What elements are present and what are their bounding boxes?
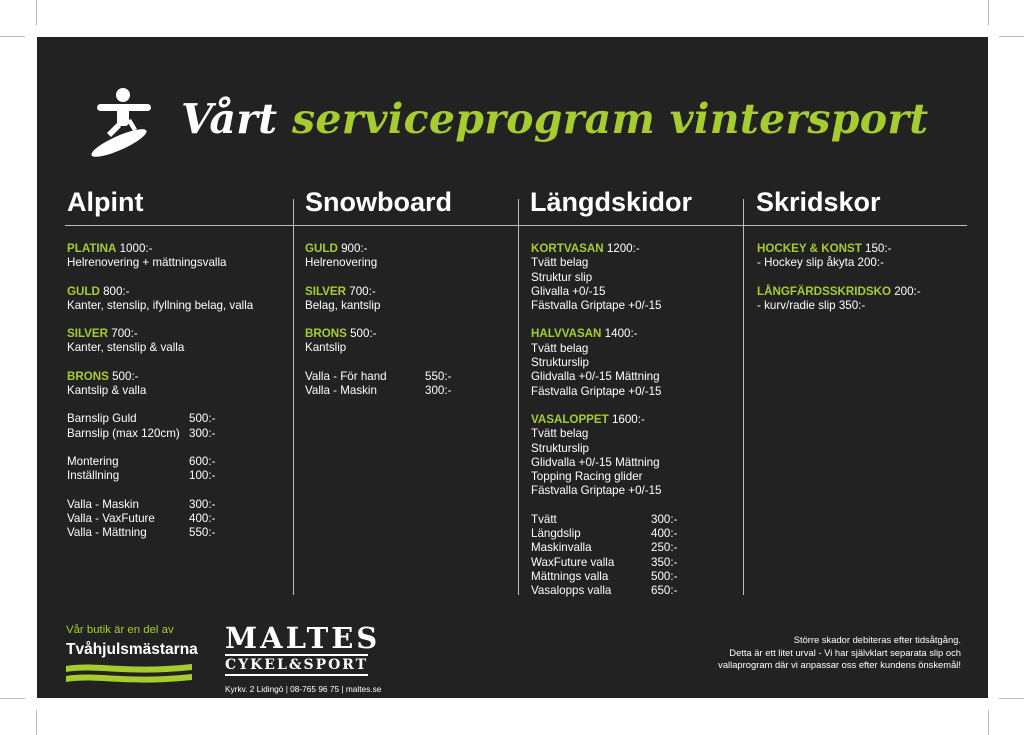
price-row <box>531 513 739 527</box>
partner-brand: Tvåhjulsmästarna <box>66 641 198 658</box>
package-price: 1000:- <box>119 242 153 255</box>
price-label: Inställning <box>67 469 120 483</box>
partner-waves-icon <box>66 662 192 684</box>
package-desc: Struktur slip <box>531 270 593 284</box>
package-name: SILVER <box>67 327 109 341</box>
package-header <box>531 327 739 341</box>
maltes-logo <box>225 623 405 694</box>
heading-snowboard: Snowboard <box>305 187 452 217</box>
package-desc: - Hockey slip åkyta 200:- <box>757 256 884 270</box>
snowboarder-icon <box>89 87 161 159</box>
package-price: 800:- <box>103 284 130 298</box>
package-name: SILVER <box>305 284 347 298</box>
price-list <box>531 513 739 599</box>
package-desc: Kantslip <box>305 341 347 355</box>
package-item <box>531 327 739 398</box>
price-label: Tvätt <box>531 512 557 526</box>
price-value: 500:- <box>189 412 216 426</box>
price-value: 600:- <box>189 454 216 468</box>
package-name: BRONS <box>305 327 347 341</box>
crop-mark <box>0 698 25 699</box>
package-header <box>531 242 739 256</box>
crop-mark <box>988 0 989 25</box>
heading-langdskidor: Längdskidor <box>530 187 693 217</box>
price-value: 300:- <box>189 497 216 511</box>
package-item <box>531 413 739 499</box>
package-desc: Glivalla +0/-15 <box>531 284 606 298</box>
price-value: 550:- <box>189 526 216 540</box>
price-label: Valla - Maskin <box>67 497 139 511</box>
title-part-green: serviceprogram vintersport <box>291 95 929 143</box>
price-label: Barnslip (max 120cm) <box>67 426 180 440</box>
price-label: Montering <box>67 454 119 468</box>
package-header <box>305 285 513 299</box>
package-name: VASALOPPET <box>531 412 609 426</box>
package-price: 500:- <box>350 327 377 341</box>
price-list <box>305 370 513 399</box>
heading-skridskor: Skridskor <box>756 187 881 217</box>
package-desc: Glidvalla +0/-15 Mättning <box>531 370 660 384</box>
package-desc: Kantslip & valla <box>67 384 147 398</box>
package-price: 200:- <box>894 284 921 298</box>
package-desc: Tvätt belag <box>531 427 589 441</box>
column-divider <box>743 199 744 595</box>
package-desc: Strukturslip <box>531 356 589 370</box>
package-item <box>757 242 977 271</box>
package-desc: Helrenovering + mättningsvalla <box>67 256 227 270</box>
package-item <box>67 370 287 399</box>
column-divider <box>518 199 519 595</box>
price-row <box>305 384 513 398</box>
price-label: Mättnings valla <box>531 569 609 583</box>
price-list <box>67 498 287 541</box>
partner-text: Vår butik är en del av <box>66 624 174 636</box>
package-price: 500:- <box>112 369 139 383</box>
package-price: 1600:- <box>611 412 645 426</box>
footer-notes <box>718 634 961 672</box>
column-alpint <box>67 242 287 554</box>
price-row <box>67 498 287 512</box>
package-desc: Tvätt belag <box>531 256 589 270</box>
package-header <box>757 285 977 299</box>
title-part-white: Vårt <box>181 95 278 143</box>
package-header <box>757 242 977 256</box>
package-header <box>67 285 287 299</box>
price-value: 250:- <box>651 541 678 555</box>
price-row <box>67 526 287 540</box>
crop-mark <box>988 710 989 735</box>
price-value: 400:- <box>651 527 678 541</box>
package-desc: Tvätt belag <box>531 341 589 355</box>
header-divider <box>65 225 967 226</box>
price-label: Valla - Maskin <box>305 384 377 398</box>
package-desc: Fästvalla Griptape +0/-15 <box>531 484 662 498</box>
package-desc: Fästvalla Griptape +0/-15 <box>531 384 662 398</box>
price-row <box>67 469 287 483</box>
price-row <box>67 512 287 526</box>
package-item <box>305 327 513 356</box>
crop-mark <box>999 698 1024 699</box>
package-header <box>67 370 287 384</box>
crop-mark <box>0 36 25 37</box>
price-label: Valla - Mättning <box>67 526 147 540</box>
price-row <box>531 570 739 584</box>
package-name: BRONS <box>67 369 109 383</box>
price-row <box>305 370 513 384</box>
package-item <box>305 285 513 314</box>
price-value: 300:- <box>651 512 678 526</box>
note-line: Större skador debiteras efter tidsåtgång. <box>793 634 961 645</box>
package-price: 1400:- <box>604 327 638 341</box>
package-header <box>305 242 513 256</box>
price-value: 550:- <box>425 369 452 383</box>
price-label: Valla - VaxFuture <box>67 511 155 525</box>
partner-block <box>66 624 198 659</box>
logo-sub-text: CYKEL&SPORT <box>225 654 368 676</box>
package-price: 900:- <box>341 242 368 255</box>
package-desc: Topping Racing glider <box>531 470 643 484</box>
package-name: GULD <box>305 242 338 255</box>
package-header <box>67 327 287 341</box>
price-row <box>531 584 739 598</box>
package-desc: Kanter, stenslip & valla <box>67 341 185 355</box>
page-title <box>181 95 929 143</box>
crop-mark <box>36 710 37 735</box>
logo-main-text: MALTES <box>225 621 381 655</box>
header <box>89 87 969 157</box>
price-row <box>67 412 287 426</box>
package-item <box>305 242 513 271</box>
price-value: 350:- <box>651 555 678 569</box>
package-desc: Glidvalla +0/-15 Mättning <box>531 455 660 469</box>
package-desc: Kanter, stenslip, ifyllning belag, valla <box>67 298 254 312</box>
package-name: KORTVASAN <box>531 242 604 255</box>
price-row <box>67 427 287 441</box>
price-label: Längdslip <box>531 527 581 541</box>
package-name: HOCKEY & KONST <box>757 242 862 255</box>
column-skridskor <box>757 242 977 327</box>
price-list <box>67 412 287 441</box>
column-divider <box>293 199 294 595</box>
package-desc: Strukturslip <box>531 441 589 455</box>
package-price: 150:- <box>865 242 892 255</box>
price-row <box>531 527 739 541</box>
package-item <box>67 242 287 271</box>
package-desc: - kurv/radie slip 350:- <box>757 298 866 312</box>
price-value: 400:- <box>189 511 216 525</box>
crop-mark <box>999 36 1024 37</box>
package-header <box>531 413 739 427</box>
package-desc: Helrenovering <box>305 256 378 270</box>
price-value: 100:- <box>189 469 216 483</box>
price-value: 650:- <box>651 584 678 598</box>
service-poster <box>37 37 988 698</box>
store-address: Kyrkv. 2 Lidingö | 08-765 96 75 | maltes.se <box>225 684 382 694</box>
price-value: 300:- <box>189 426 216 440</box>
package-name: PLATINA <box>67 242 117 255</box>
package-desc: Belag, kantslip <box>305 298 381 312</box>
price-label: WaxFuture valla <box>531 555 615 569</box>
heading-alpint: Alpint <box>67 187 144 217</box>
price-value: 500:- <box>651 569 678 583</box>
column-snowboard <box>305 242 513 412</box>
package-item <box>67 285 287 314</box>
package-name: GULD <box>67 284 100 298</box>
package-name: HALVVASAN <box>531 327 602 341</box>
note-line: vallaprogram där vi anpassar oss efter kundens önskemål! <box>718 659 961 671</box>
package-price: 700:- <box>349 284 376 298</box>
price-value: 300:- <box>425 384 452 398</box>
price-label: Maskinvalla <box>531 541 592 555</box>
package-item <box>67 327 287 356</box>
package-desc: Fästvalla Griptape +0/-15 <box>531 299 662 313</box>
crop-mark <box>36 0 37 25</box>
package-header <box>67 242 287 256</box>
price-list <box>67 455 287 484</box>
price-label: Barnslip Guld <box>67 412 137 426</box>
price-label: Vasalopps valla <box>531 584 612 598</box>
package-header <box>305 327 513 341</box>
package-price: 700:- <box>111 327 138 341</box>
package-price: 1200:- <box>606 242 640 255</box>
price-label: Valla - För hand <box>305 369 387 383</box>
price-row <box>531 541 739 555</box>
price-row <box>531 556 739 570</box>
price-row <box>67 455 287 469</box>
note-line: Detta är ett litet urval - Vi har självklart separata slip och <box>729 646 961 658</box>
package-name: LÅNGFÄRDSSKRIDSKO <box>757 284 891 298</box>
column-langdskidor <box>531 242 739 613</box>
package-item <box>531 242 739 313</box>
package-item <box>757 285 977 314</box>
